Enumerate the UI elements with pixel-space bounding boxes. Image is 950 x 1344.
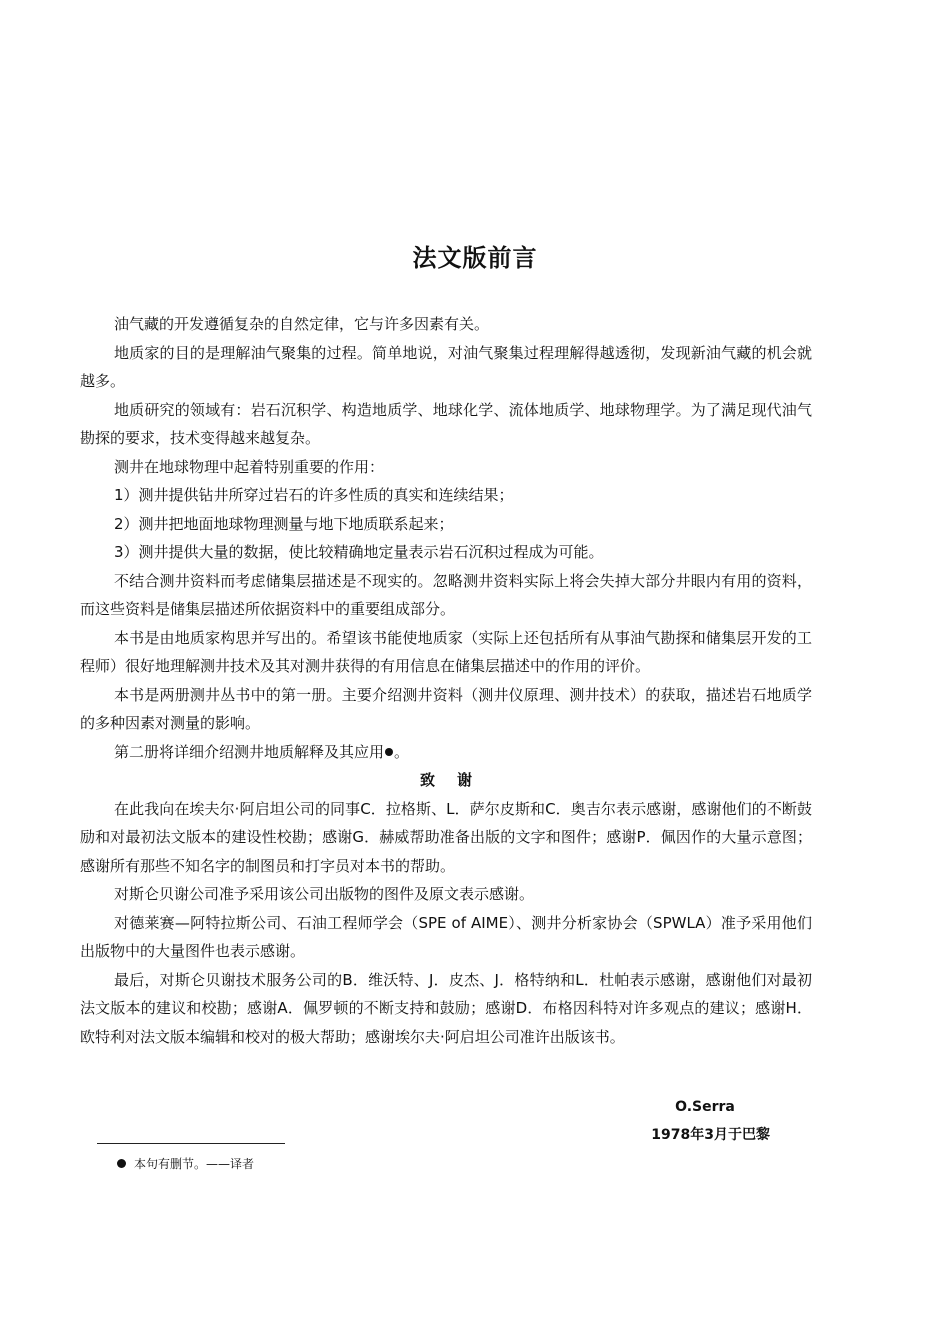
paragraph: 油气藏的开发遵循复杂的自然定律，它与许多因素有关。 xyxy=(114,315,490,333)
footnote-text: 本句有删节。——译者 xyxy=(134,1157,255,1171)
footnote xyxy=(117,1155,254,1173)
paragraph: 本书是由地质家构思并写出的。希望该书能使地质家（实际上还包括所有从事油气勘探和储集层开发的工程师）很好地理解测井技术及其对测井获得的有用信息在储集层描述中的作用的评价。 xyxy=(80,628,812,675)
ack-paragraph: 最后，对斯仑贝谢技术服务公司的B．维沃特、J．皮杰、J．格特纳和L．杜帕表示感谢，感谢他们对最初法文版本的建议和校勘；感谢A．佩罗顿的不断支持和鼓励；感谢D．布格因科特对许多观点的建议；感谢H．欧特利对法文版本编辑和校对的极大帮助；感谢埃尔夫·阿启坦公司准许出版该书。 xyxy=(80,970,812,1046)
paragraph-text: 第二册将详细介绍测井地质解释及其应用 xyxy=(114,742,385,761)
ack-paragraph: 在此我向在埃夫尔·阿启坦公司的同事C．拉格斯、L．萨尔皮斯和C．奥吉尔表示感谢，感谢他们的不断鼓励和对最初法文版本的建设性校勘；感谢G．赫威帮助准备出版的文字和图件；感谢P．佩因作的大量示意图；感谢所有那些不知名字的制图员和打字员对本书的帮助。 xyxy=(80,799,812,875)
list-item: 2）测井把地面地球物理测量与地下地质联系起来； xyxy=(114,514,454,533)
acknowledgements-heading: 致谢 xyxy=(419,771,494,789)
signature-block xyxy=(600,1093,770,1149)
page-title: 法文版前言 xyxy=(412,243,538,272)
paragraph: 测井在地球物理中起着特别重要的作用： xyxy=(114,457,385,476)
paragraph: 本书是两册测井丛书中的第一册。主要介绍测井资料（测井仪原理、测井技术）的获取，描述岩石地质学的多种因素对测量的影响。 xyxy=(80,685,812,732)
paragraph-with-footnote: 第二册将详细介绍测井地质解释及其应用 。 xyxy=(114,742,410,761)
footnote-divider xyxy=(97,1143,285,1144)
paragraph: 地质家的目的是理解油气聚集的过程。简单地说，对油气聚集过程理解得越透彻，发现新油气藏的机会就越多。 xyxy=(80,343,812,390)
paragraph: 不结合测井资料而考虑储集层描述是不现实的。忽略测井资料实际上将会失掉大部分井眼内有用的资料，而这些资料是储集层描述所依据资料中的重要组成部分。 xyxy=(80,571,812,618)
ack-paragraph: 对德莱赛—阿特拉斯公司、石油工程师学会（SPE of AIME）、测井分析家协会（SPWLA）准予采用他们出版物中的大量图件也表示感谢。 xyxy=(80,913,812,960)
list-item: 3）测井提供大量的数据，使比较精确地定量表示岩石沉积过程成为可能。 xyxy=(114,543,604,561)
preface-body xyxy=(80,310,812,1051)
footnote-marker-icon xyxy=(385,748,393,756)
date-place: 1978年3月于巴黎 xyxy=(651,1127,770,1143)
footnote-bullet-icon xyxy=(117,1159,126,1168)
author-name: O.Serra xyxy=(675,1099,735,1115)
list-item: 1）测井提供钻井所穿过岩石的许多性质的真实和连续结果； xyxy=(114,486,514,504)
ack-paragraph: 对斯仑贝谢公司准予采用该公司出版物的图件及原文表示感谢。 xyxy=(114,885,535,903)
paragraph: 地质研究的领域有：岩石沉积学、构造地质学、地球化学、流体地质学、地球物理学。为了满足现代油气勘探的要求，技术变得越来越复杂。 xyxy=(80,400,812,447)
